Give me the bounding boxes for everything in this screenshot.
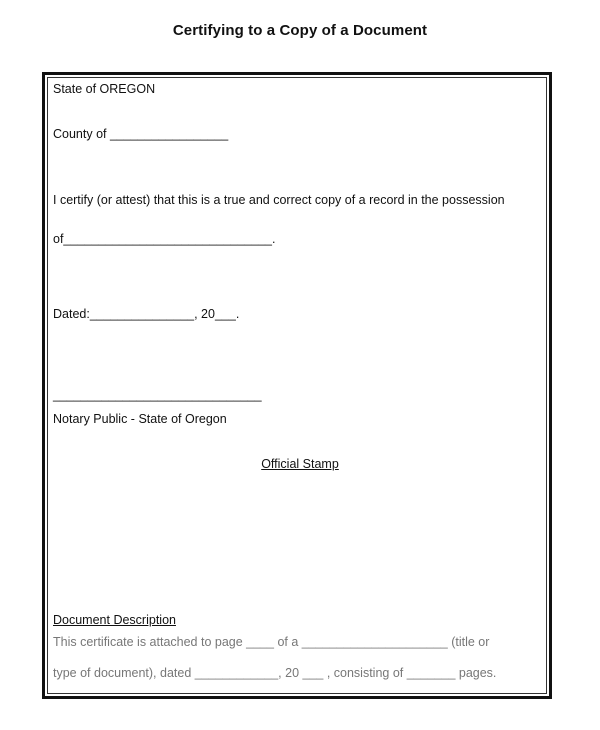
document-description-line-2: type of document), dated ____________, 20 ___ , consisting of _______ pages.	[53, 666, 497, 680]
notary-signature-line: ______________________________	[53, 388, 262, 402]
notary-label: Notary Public - State of Oregon	[53, 412, 227, 426]
certify-statement-line-2: of______________________________.	[53, 232, 276, 246]
dated-line: Dated:_______________, 20___.	[53, 307, 240, 321]
document-title: Certifying to a Copy of a Document	[172, 22, 428, 39]
state-line: State of OREGON	[53, 82, 156, 96]
official-stamp-label: Official Stamp	[261, 457, 339, 471]
county-line: County of _________________	[53, 127, 229, 141]
document-description-heading: Document Description	[53, 613, 176, 627]
document-inner-border	[47, 77, 547, 694]
certify-statement-line-1: I certify (or attest) that this is a true and correct copy of a record in the possession	[53, 193, 505, 207]
document-description-line-1: This certificate is attached to page ____ of a _____________________ (title or	[53, 635, 490, 649]
